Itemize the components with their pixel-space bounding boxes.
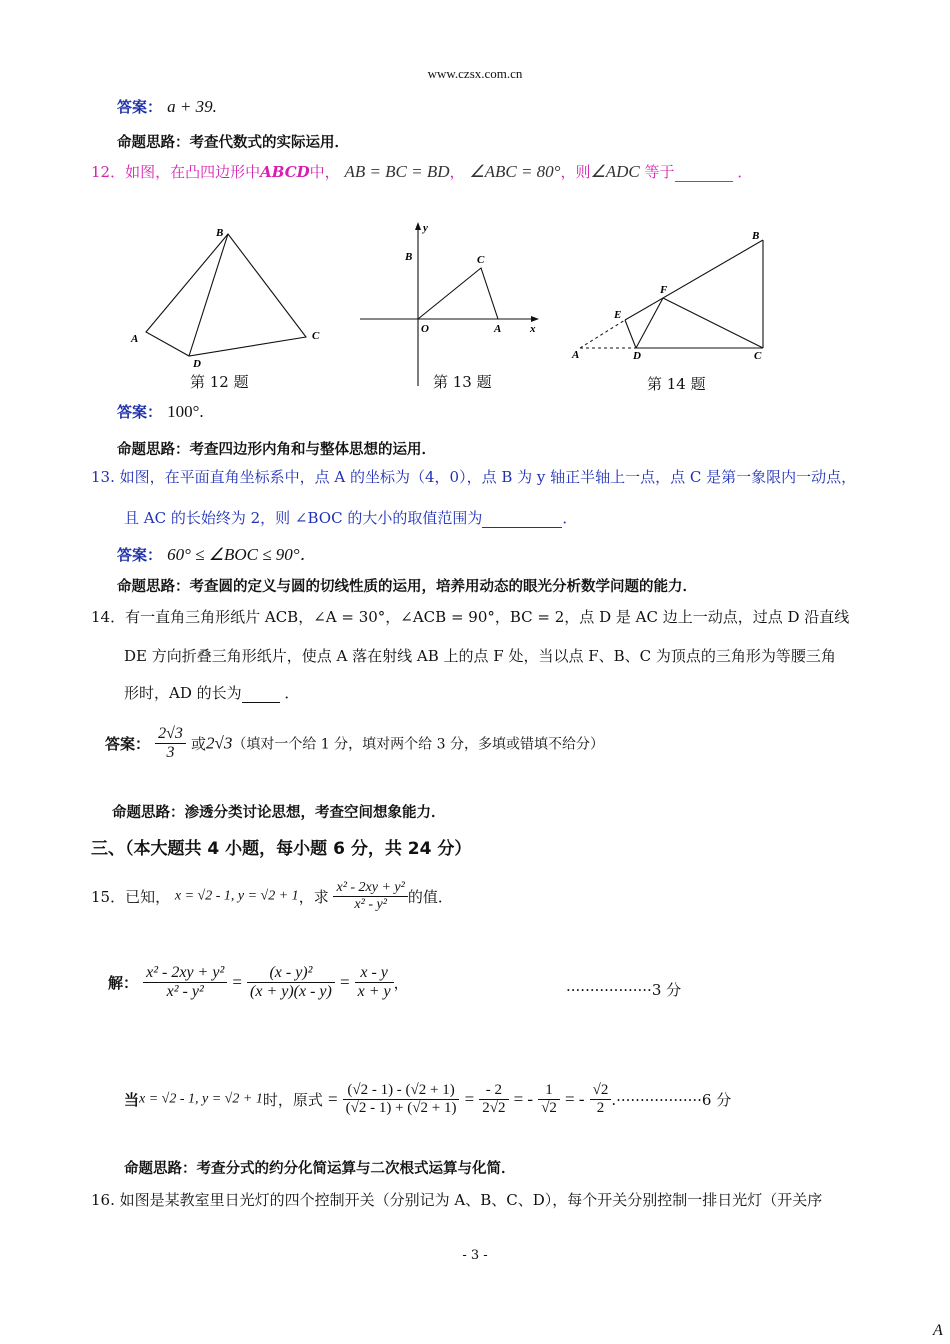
answer-label: 答案： <box>117 98 163 116</box>
quad-abcd <box>146 234 306 356</box>
label-a: A <box>572 349 580 361</box>
answer-label: 答案： <box>117 546 163 564</box>
q12-sep: ， <box>449 163 465 181</box>
equals-sign: = <box>232 972 242 992</box>
q12-eq: 等于 <box>644 163 675 181</box>
segment-ed <box>625 320 636 348</box>
step2-minus2: = - <box>565 1089 585 1109</box>
step2-frac3 <box>538 1082 560 1117</box>
q12-cond2: ∠ABC = 80° <box>469 162 561 181</box>
fraction-denominator: x² - y² <box>354 897 387 912</box>
q15-solution-step2 <box>124 1082 731 1117</box>
q13-line2-end: ． <box>562 509 578 527</box>
caption-13: 第 13 题 <box>433 373 492 391</box>
fraction-numerator: x² - 2xy + y² <box>143 964 227 983</box>
q12-blank <box>675 163 733 182</box>
corner-mark: A <box>933 1322 943 1339</box>
label-y: y <box>423 222 428 234</box>
q12-cond1: AB = BC = BD <box>344 162 450 181</box>
fraction-denominator: (x + y)(x - y) <box>250 983 332 1000</box>
figure-12 <box>125 222 335 372</box>
answer-value: a + 39. <box>167 97 217 116</box>
q13-answer <box>117 540 317 565</box>
fraction-denominator: (√2 - 1) + (√2 + 1) <box>345 1100 457 1116</box>
fraction-denominator: 2 <box>596 1100 605 1116</box>
q12-end: ． <box>737 163 753 181</box>
caption-12: 第 12 题 <box>190 373 249 391</box>
answer-label: 答案： <box>117 403 163 421</box>
idea-text: 考查圆的定义与圆的切线性质的运用，培养用动态的眼光分析数学问题的能力． <box>189 579 697 595</box>
q13-line2 <box>124 507 577 528</box>
q15-idea <box>124 1157 516 1178</box>
equals-sign: = <box>327 1089 338 1109</box>
q14-line1: 14．有一直角三角形纸片 ACB，∠A = 30°，∠ACB = 90°，BC = 2，点 D 是 AC 边上一动点，过点 D 沿直线 <box>91 608 850 626</box>
section-3-title: 三、（本大题共 4 小题，每小题 6 分，共 24 分） <box>91 839 472 859</box>
label-c: C <box>754 350 762 362</box>
fraction-numerator: √2 <box>590 1082 612 1100</box>
label-b: B <box>216 227 224 239</box>
label-e: E <box>614 309 622 321</box>
q14-blank <box>242 684 280 703</box>
q14-line2: DE 方向折叠三角形纸片，使点 A 落在射线 AB 上的点 F 处，当以点 F、B、C 为顶点的三角形为等腰三角 <box>124 647 836 665</box>
q15-given: x = √2 - 1, y = √2 + 1 <box>174 888 299 904</box>
when-given: x = √2 - 1, y = √2 + 1 <box>139 1091 263 1107</box>
equals-sign: = <box>464 1089 475 1109</box>
label-d: D <box>633 350 641 362</box>
label-a: A <box>131 333 139 345</box>
label-b: B <box>405 251 413 263</box>
label-a: A <box>494 323 502 335</box>
segment-ae <box>580 320 625 348</box>
q12-question <box>91 161 752 182</box>
segment-eb <box>625 240 763 320</box>
solution-label: 解： <box>108 974 139 992</box>
q12-mid: 中， <box>309 163 340 181</box>
idea-label: 命题思路： <box>124 1161 197 1177</box>
q14-idea <box>112 801 446 822</box>
score-6: .··················6 分 <box>611 1091 732 1109</box>
fraction-numerator: (√2 - 1) - (√2 + 1) <box>343 1082 460 1100</box>
q14-answer <box>105 725 604 762</box>
idea-label: 命题思路： <box>112 805 185 821</box>
x-arrow <box>531 316 539 322</box>
label-c: C <box>477 254 485 266</box>
label-x: x <box>530 323 536 335</box>
q12-ask: ∠ADC <box>590 162 640 181</box>
fraction-numerator: 1 <box>538 1082 560 1100</box>
label-f: F <box>660 284 668 296</box>
idea-label: 命题思路： <box>117 579 190 595</box>
fraction-denominator: x + y <box>357 983 391 1000</box>
fraction-numerator: x - y <box>355 964 394 983</box>
when-label: 当 <box>124 1091 140 1109</box>
y-arrow <box>415 222 421 230</box>
diagonal-bd <box>189 234 228 356</box>
step1-frac3 <box>355 964 394 1001</box>
page-header: www.czsx.com.cn <box>427 66 523 81</box>
figure-13 <box>355 218 545 388</box>
q11-idea <box>117 131 349 152</box>
idea-text: 考查代数式的实际运用． <box>189 135 349 151</box>
fraction-numerator: x² - 2xy + y² <box>333 880 407 897</box>
q12-tail: ，则 <box>560 163 591 181</box>
q12-prefix: 12．如图，在凸四边形中 <box>91 163 261 181</box>
equals-sign: = <box>339 972 350 992</box>
fraction-denominator: 2√2 <box>482 1100 506 1116</box>
answer-value: 60° ≤ ∠BOC ≤ 90°． <box>167 545 317 564</box>
fraction-denominator: 3 <box>166 744 175 761</box>
q15-prefix: 15．已知， <box>91 888 171 906</box>
q15-end: 的值． <box>407 888 453 906</box>
q13-line1: 13. 如图，在平面直角坐标系中，点 A 的坐标为（4，0），点 B 为 y 轴正半轴上一点，点 C 是第一象限内一动点， <box>91 468 857 486</box>
fraction-numerator: - 2 <box>479 1082 508 1100</box>
caption-14: 第 14 题 <box>647 375 706 393</box>
step1-comma: ， <box>393 974 409 992</box>
figure-14 <box>568 225 778 370</box>
step2-frac1 <box>343 1082 460 1117</box>
q13-blank <box>482 509 562 528</box>
step2-frac4 <box>590 1082 612 1117</box>
fraction-denominator: x² - y² <box>166 983 204 1000</box>
idea-text: 渗透分类讨论思想，考查空间想象能力． <box>184 805 446 821</box>
when-tail: 时，原式 <box>262 1091 323 1109</box>
q12-answer <box>117 401 204 422</box>
step1-frac1 <box>143 964 227 1001</box>
q15-ask: ，求 <box>298 888 329 906</box>
q13-line2-text: 且 AC 的长始终为 2，则 ∠BOC 的大小的取值范围为 <box>124 509 483 527</box>
answer-note: （填对一个给 1 分，填对两个给 3 分，多填或错填不给分） <box>232 736 604 753</box>
q14-line3-end: ． <box>284 684 300 702</box>
idea-label: 命题思路： <box>117 135 190 151</box>
idea-text: 考查分式的约分化简运算与二次根式运算与化简． <box>196 1161 516 1177</box>
segments-oca <box>418 268 498 319</box>
step2-frac2 <box>479 1082 508 1117</box>
idea-text: 考查四边形内角和与整体思想的运用． <box>189 442 436 458</box>
answer-value: 100°. <box>167 402 204 421</box>
fraction-numerator: 2√3 <box>155 725 186 744</box>
label-d: D <box>193 358 201 370</box>
answer-fraction <box>155 725 186 762</box>
page-number: - 3 - <box>462 1248 488 1263</box>
idea-label: 命题思路： <box>117 442 190 458</box>
q15-fraction <box>333 880 407 913</box>
answer-label: 答案： <box>105 735 151 753</box>
label-o: O <box>421 323 429 335</box>
label-c: C <box>312 330 320 342</box>
answer-alt: 2√3 <box>206 733 233 753</box>
q13-idea <box>117 575 697 596</box>
label-b: B <box>752 230 760 242</box>
q16-line1: 16. 如图是某教室里日光灯的四个控制开关（分别记为 A、B、C、D），每个开关分别控制一排日光灯（开关序 <box>91 1191 823 1209</box>
q12-abcd: ABCD <box>260 163 310 181</box>
fraction-numerator: (x - y)² <box>247 964 335 983</box>
fraction-denominator: √2 <box>541 1100 557 1116</box>
q12-idea <box>117 438 436 459</box>
q14-line3 <box>124 682 299 703</box>
q15-question <box>91 880 453 913</box>
segment-fc <box>663 298 763 348</box>
q15-solution-step1 <box>108 964 409 1001</box>
step1-frac2 <box>247 964 335 1001</box>
score-3: ··················3 分 <box>566 981 682 999</box>
answer-or: 或 <box>190 735 206 753</box>
q11-answer <box>117 96 217 117</box>
step2-minus1: = - <box>513 1089 534 1109</box>
q14-line3-text: 形时，AD 的长为 <box>124 684 242 702</box>
